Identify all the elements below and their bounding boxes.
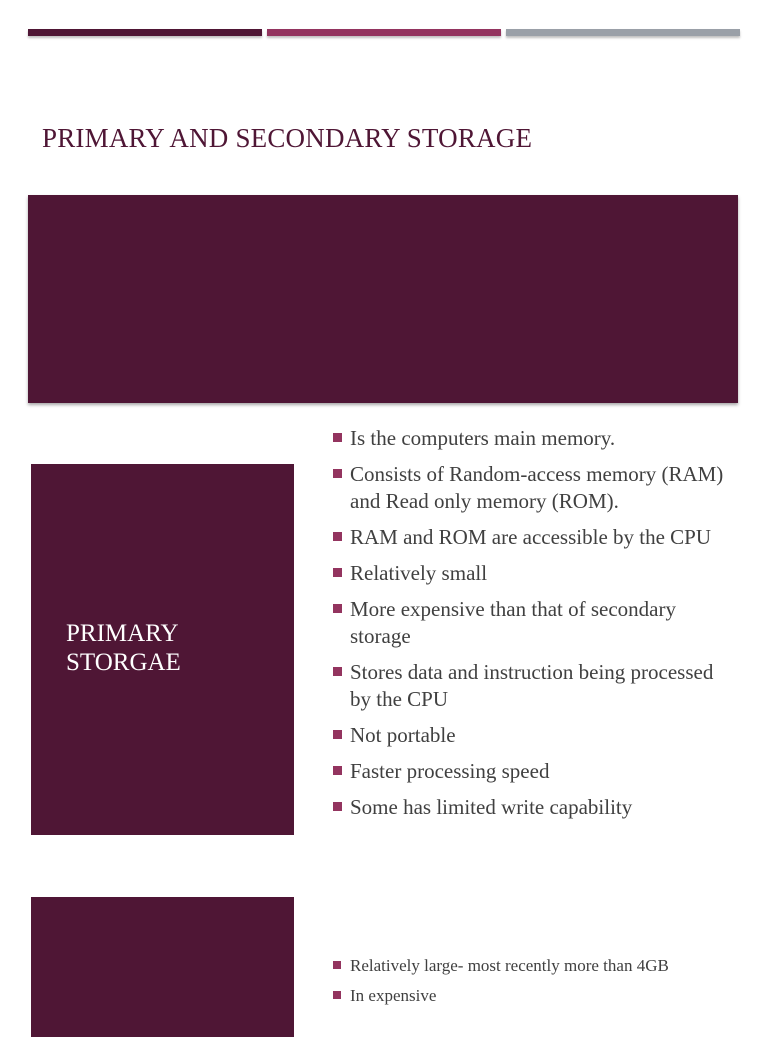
bullet-item bbox=[330, 524, 730, 551]
title-banner bbox=[28, 195, 738, 403]
accent-bar-right bbox=[506, 29, 740, 36]
secondary-bullets-panel bbox=[330, 950, 730, 1024]
square-bullet-icon bbox=[333, 991, 341, 999]
accent-bar-left bbox=[28, 29, 262, 36]
square-bullet-icon bbox=[333, 532, 342, 541]
primary-storage-block bbox=[31, 464, 294, 835]
bullet-text: RAM and ROM are accessible by the CPU bbox=[350, 525, 712, 549]
bullet-item bbox=[330, 955, 669, 977]
bullet-text: In expensive bbox=[350, 986, 437, 1005]
square-bullet-icon bbox=[333, 667, 342, 676]
bullet-item bbox=[330, 596, 730, 650]
accent-bar-middle bbox=[267, 29, 501, 36]
slide-title: PRIMARY AND SECONDARY STORAGE bbox=[42, 123, 533, 153]
square-bullet-icon bbox=[333, 961, 341, 969]
bullet-text: Relatively small bbox=[350, 561, 488, 585]
bullet-item bbox=[330, 560, 730, 587]
bullet-item bbox=[330, 794, 730, 821]
square-bullet-icon bbox=[333, 802, 342, 811]
bullet-item bbox=[330, 722, 730, 749]
bullet-text: Stores data and instruction being processed by the CPU bbox=[350, 660, 714, 711]
bullet-item bbox=[330, 659, 730, 713]
bullet-text: Consists of Random-access memory (RAM) and Read only memory (ROM). bbox=[350, 462, 724, 513]
square-bullet-icon bbox=[333, 568, 342, 577]
square-bullet-icon bbox=[333, 604, 342, 613]
bullet-text: Not portable bbox=[350, 723, 456, 747]
square-bullet-icon bbox=[333, 766, 342, 775]
bullet-text: Some has limited write capability bbox=[350, 795, 633, 819]
square-bullet-icon bbox=[333, 730, 342, 739]
primary-bullet-list bbox=[330, 430, 730, 830]
square-bullet-icon bbox=[333, 433, 342, 442]
bullet-item bbox=[330, 430, 730, 452]
bullet-text: Is the computers main memory. bbox=[350, 430, 616, 450]
bullet-text: More expensive than that of secondary storage bbox=[350, 597, 676, 648]
primary-storage-label: PRIMARY STORGAE bbox=[66, 620, 181, 676]
bullet-item bbox=[330, 758, 730, 785]
bullet-item bbox=[330, 461, 730, 515]
bullet-item bbox=[330, 985, 669, 1007]
square-bullet-icon bbox=[333, 469, 342, 478]
secondary-bullet-list bbox=[330, 955, 669, 1015]
primary-bullets-panel bbox=[330, 430, 730, 863]
bullet-text: Faster processing speed bbox=[350, 759, 550, 783]
secondary-storage-block bbox=[31, 897, 294, 1037]
bullet-text: Relatively large- most recently more than 4GB bbox=[350, 956, 669, 975]
